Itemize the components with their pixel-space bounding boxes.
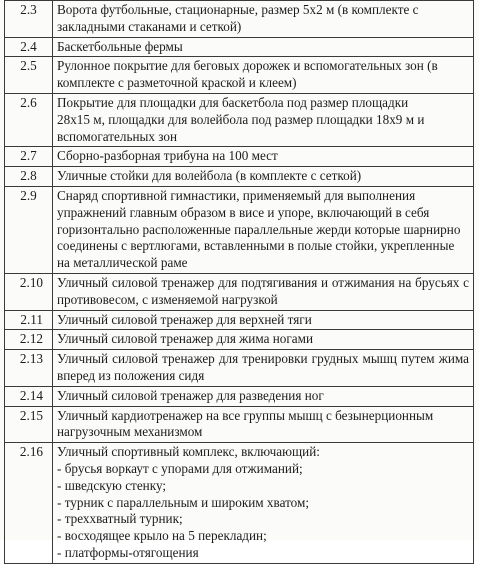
item-description: Уличный силовой тренажер для верхней тяги	[53, 310, 474, 330]
item-description: Сборно-разборная трибуна на 100 мест	[53, 147, 474, 167]
item-number: 2.4	[5, 37, 53, 57]
item-description	[53, 93, 474, 146]
table-row	[5, 93, 474, 146]
item-number: 2.9	[5, 186, 53, 273]
complex-item: - треххватный турник;	[57, 511, 183, 527]
item-description: Баскетбольные фермы	[53, 37, 474, 57]
table-row	[5, 330, 474, 350]
item-description: Снаряд спортивной гимнастики, применяемый для выполнения упражнений главным образом в висе и упоре, включающий в себя горизонтально расположенные параллельные жерди которые шарнирно соединены с вертлюгами, вставленными в полые стойки, укрепленные на металлической раме	[53, 186, 474, 273]
item-number: 2.15	[5, 406, 53, 443]
table-row	[5, 1, 474, 38]
table-row	[5, 443, 474, 564]
complex-item: - турник с параллельным и широким хватом;	[57, 494, 310, 510]
item-number: 2.11	[5, 310, 53, 330]
table-row	[5, 273, 474, 310]
item-number: 2.5	[5, 57, 53, 94]
table-row	[5, 310, 474, 330]
table-row	[5, 350, 474, 387]
item-number: 2.14	[5, 386, 53, 406]
item-number: 2.16	[5, 443, 53, 564]
table-row	[5, 37, 474, 57]
item-description: Уличный силовой тренажер для подтягивания и отжимания на брусьях с противовесом, с изменяемой нагрузкой	[53, 273, 474, 310]
item-description: Ворота футбольные, стационарные, размер 5х2 м (в комплекте с закладными стаканами и сеткой)	[53, 1, 474, 38]
table-row	[5, 186, 474, 273]
table-row	[5, 386, 474, 406]
complex-item: - восходящее крыло на 5 перекладин;	[57, 528, 267, 544]
item-number: 2.8	[5, 167, 53, 187]
item-description: Уличные стойки для волейбола (в комплекте с сеткой)	[53, 167, 474, 187]
item-number: 2.6	[5, 93, 53, 146]
table-row	[5, 147, 474, 167]
item-description: Уличный силовой тренажер для разведения ног	[53, 386, 474, 406]
table-row	[5, 406, 474, 443]
complex-title: Уличный спортивный комплекс, включающий:	[57, 444, 320, 460]
item-description-line: Покрытие для площадки для баскетбола под размер площадки	[57, 94, 409, 110]
item-description: Уличный силовой тренажер для жима ногами	[53, 330, 474, 350]
item-description: Рулонное покрытие для беговых дорожек и вспомогательных зон (в комплекте с разметочной краской и клеем)	[53, 57, 474, 94]
item-description: Уличный силовой тренажер для тренировки грудных мышц путем жима вперед из положения сидя	[53, 350, 474, 387]
equipment-table	[4, 0, 474, 564]
table-row	[5, 57, 474, 94]
complex-item: - платформы-отягощения	[57, 544, 199, 560]
item-description-line: 28х15 м, площадки для волейбола под размер площадки 18х9 м и вспомогательных зон	[57, 111, 425, 144]
table-row	[5, 167, 474, 187]
complex-item: - брусья воркаут с упорами для отжиманий;	[57, 460, 303, 476]
item-number: 2.7	[5, 147, 53, 167]
item-description	[53, 443, 474, 564]
item-number: 2.13	[5, 350, 53, 387]
item-description: Уличный кардиотренажер на все группы мышц с безынерционным нагрузочным механизмом	[53, 406, 474, 443]
item-number: 2.12	[5, 330, 53, 350]
item-number: 2.3	[5, 1, 53, 38]
item-number: 2.10	[5, 273, 53, 310]
complex-item: - шведскую стенку;	[57, 477, 167, 493]
